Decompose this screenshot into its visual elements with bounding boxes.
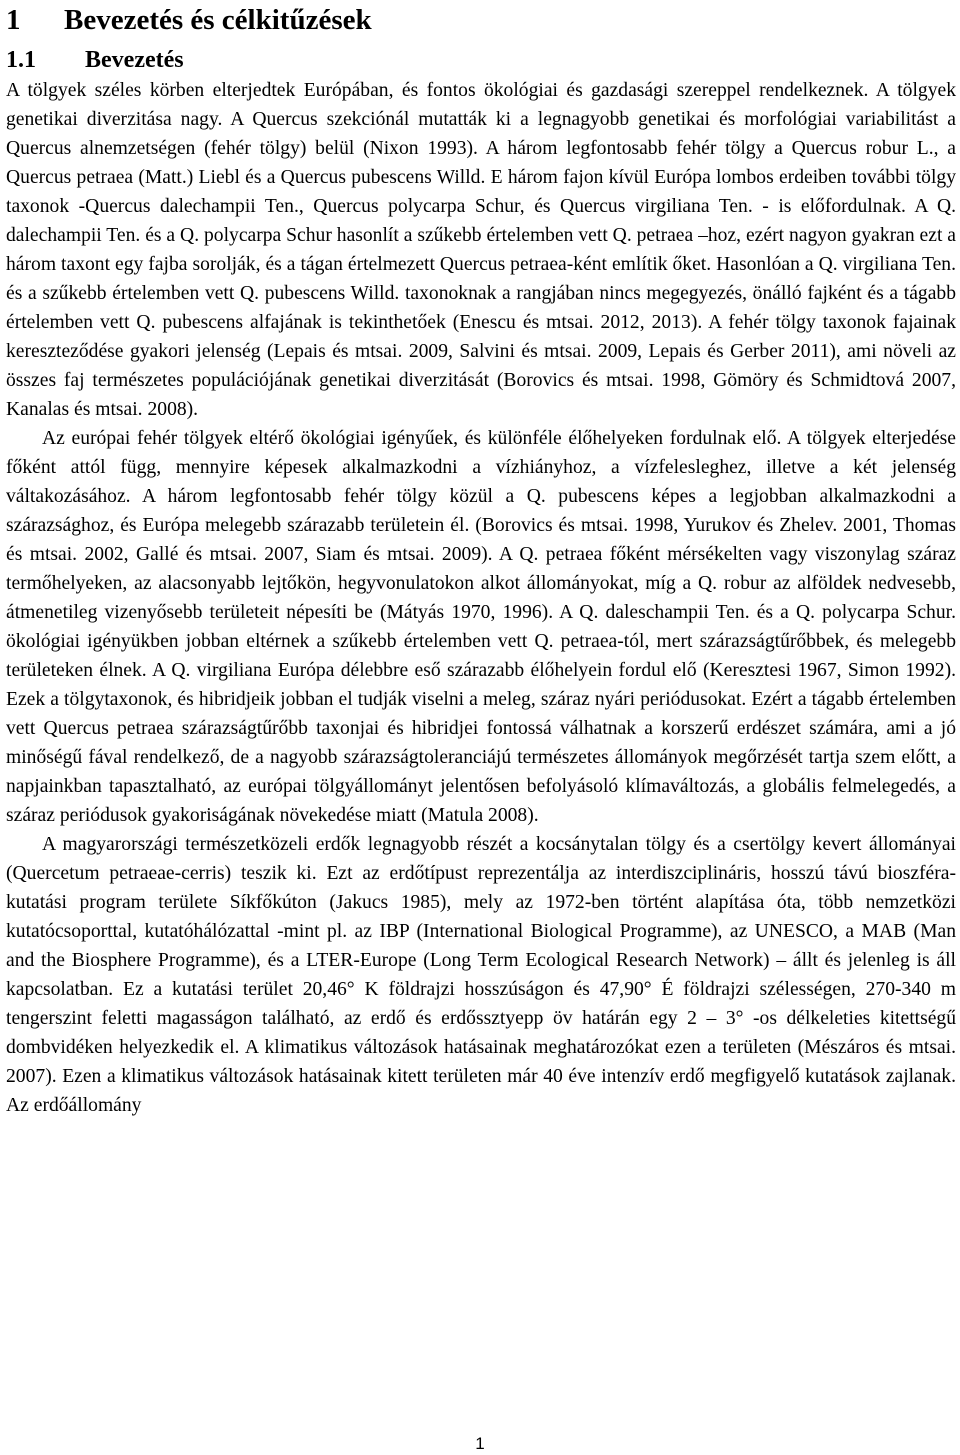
chapter-title: Bevezetés és célkitűzések xyxy=(64,4,372,36)
chapter-heading xyxy=(6,0,956,38)
paragraph-intro: A tölgyek széles körben elterjedtek Európában, és fontos ökológiai és gazdasági szereppel rendelkeznek. A tölgyek genetikai diverzitása nagy. A Quercus szekciónál mutatták ki a legnagyobb genetikai és morfológiai variabilitást a Quercus alnemzetségen (fehér tölgy) belül (Nixon 1993). A három legfontosabb fehér tölgy a Quercus robur L., a Quercus petraea (Matt.) Liebl és a Quercus pubescens Willd. E három fajon kívül Európa lombos erdeiben további tölgy taxonok -Quercus dalechampii Ten., Quercus polycarpa Schur, és Quercus virgiliana Ten. - is előfordulnak. A Q. dalechampii Ten. és a Q. polycarpa Schur hasonlít a szűkebb értelemben vett Q. petraea –hoz, ezért nagyon gyakran ezt a három taxont egy fajba sorolják, és a tágan értelmezett Quercus petraea-ként említik őket. Hasonlóan a Q. virgiliana Ten. és a szűkebb értelemben vett Q. pubescens Willd. taxonoknak a rangjában nincs megegyezés, önálló fajként és a tágabb értelemben vett Q. pubescens alfajának is tekinthetőek (Enescu és mtsai. 2012, 2013). A fehér tölgy taxonok fajainak kereszteződése gyakori jelenség (Lepais és mtsai. 2009, Salvini és mtsai. 2009, Lepais és Gerber 2011), ami növeli az összes faj természetes populációjának genetikai diverzitását (Borovics és mtsai. 1998, Gömöry és Schmidtová 2007, Kanalas és mtsai. 2008). xyxy=(6,80,956,420)
document-page xyxy=(6,0,956,1120)
paragraph-ecology: Az európai fehér tölgyek eltérő ökológiai igényűek, és különféle élőhelyeken fordulnak elő. A tölgyek elterjedése főként attól függ, mennyire képesek alkalmazkodni a vízhiányhoz, a vízfelesleghez, illetve a két jelenség váltakozásához. A három legfontosabb fehér tölgy közül a Q. pubescens képes a legjobban alkalmazkodni a szárazsághoz, és Európa melegebb szárazabb területein él. (Borovics és mtsai. 1998, Yurukov és Zhelev. 2001, Thomas és mtsai. 2002, Gallé és mtsai. 2007, Siam és mtsai. 2009). A Q. petraea főként mérsékelten vagy viszonylag száraz termőhelyeken, az alacsonyabb lejtőkön, hegyvonulatokon alkot állományokat, míg a Q. robur az alföldek nedvesebb, átmenetileg vizenyősebb területeit népesíti be (Mátyás 1970, 1996). A Q. daleschampii Ten. és a Q. polycarpa Schur. ökológiai igényükben jobban eltérnek a szűkebb értelemben vett Q. petraea-tól, mert szárazságtűrőbbek, és melegebb területeken élnek. A Q. virgiliana Európa délebbre eső szárazabb élőhelyein fordul elő (Keresztesi 1967, Simon 1992). Ezek a tölgytaxonok, és hibridjeik jobban el tudják viselni a meleg, száraz nyári periódusokat. Ezért a tágabb értelemben vett Quercus petraea szárazságtűrőbb taxonjai és hibridjei fontossá válhatnak a korszerű erdészet számára, ami a jó minőségű fával rendelkező, de a nagyobb szárazságtoleranciájú természetes állományok megőrzését tartja szem előtt, a napjainkban tapasztalható, az európai tölgyállományt jelentősen befolyásoló klímaváltozás, a globális felmelegedés, a száraz periódusok gyakoriságának növekedése miatt (Matula 2008). xyxy=(6,428,956,826)
page-number: 1 xyxy=(475,1434,485,1453)
section-title: Bevezetés xyxy=(85,47,184,73)
section-heading xyxy=(6,44,956,76)
section-number: 1.1 xyxy=(6,47,36,73)
chapter-number: 1 xyxy=(6,4,21,36)
paragraph-sikfokut: A magyarországi természetközeli erdők legnagyobb részét a kocsánytalan tölgy és a csertölgy kevert állományai (Quercetum petraeae-cerris) teszik ki. Ezt az erdőtípust reprezentálja az interdiszciplináris, hosszú távú bioszféra-kutatási program területe Síkfőkúton (Jakucs 1985), mely az 1972-ben történt alapítása óta, több nemzetközi kutatócsoporttal, kutatóhálózattal -mint pl. az IBP (International Biological Programme), az UNESCO, a MAB (Man and the Biosphere Programme), és a LTER-Europe (Long Term Ecological Research Network) – állt és jelenleg is áll kapcsolatban. Ez a kutatási terület 20,46° K földrajzi hosszúságon és 47,90° É földrajzi szélességen, 270-340 m tengerszint feletti magasságon található, az erdő és erdőssztyepp öv határán egy 2 – 3° -os délkeleties kitettségű dombvidéken helyezkedik el. A klimatikus változások hatásainak meghatározókat ezen a területen (Mészáros és mtsai. 2007). Ezen a klimatikus változások hatásainak kitett területen már 40 éve intenzív erdő megfigyelő kutatások zajlanak. Az erdőállomány xyxy=(6,834,956,1116)
